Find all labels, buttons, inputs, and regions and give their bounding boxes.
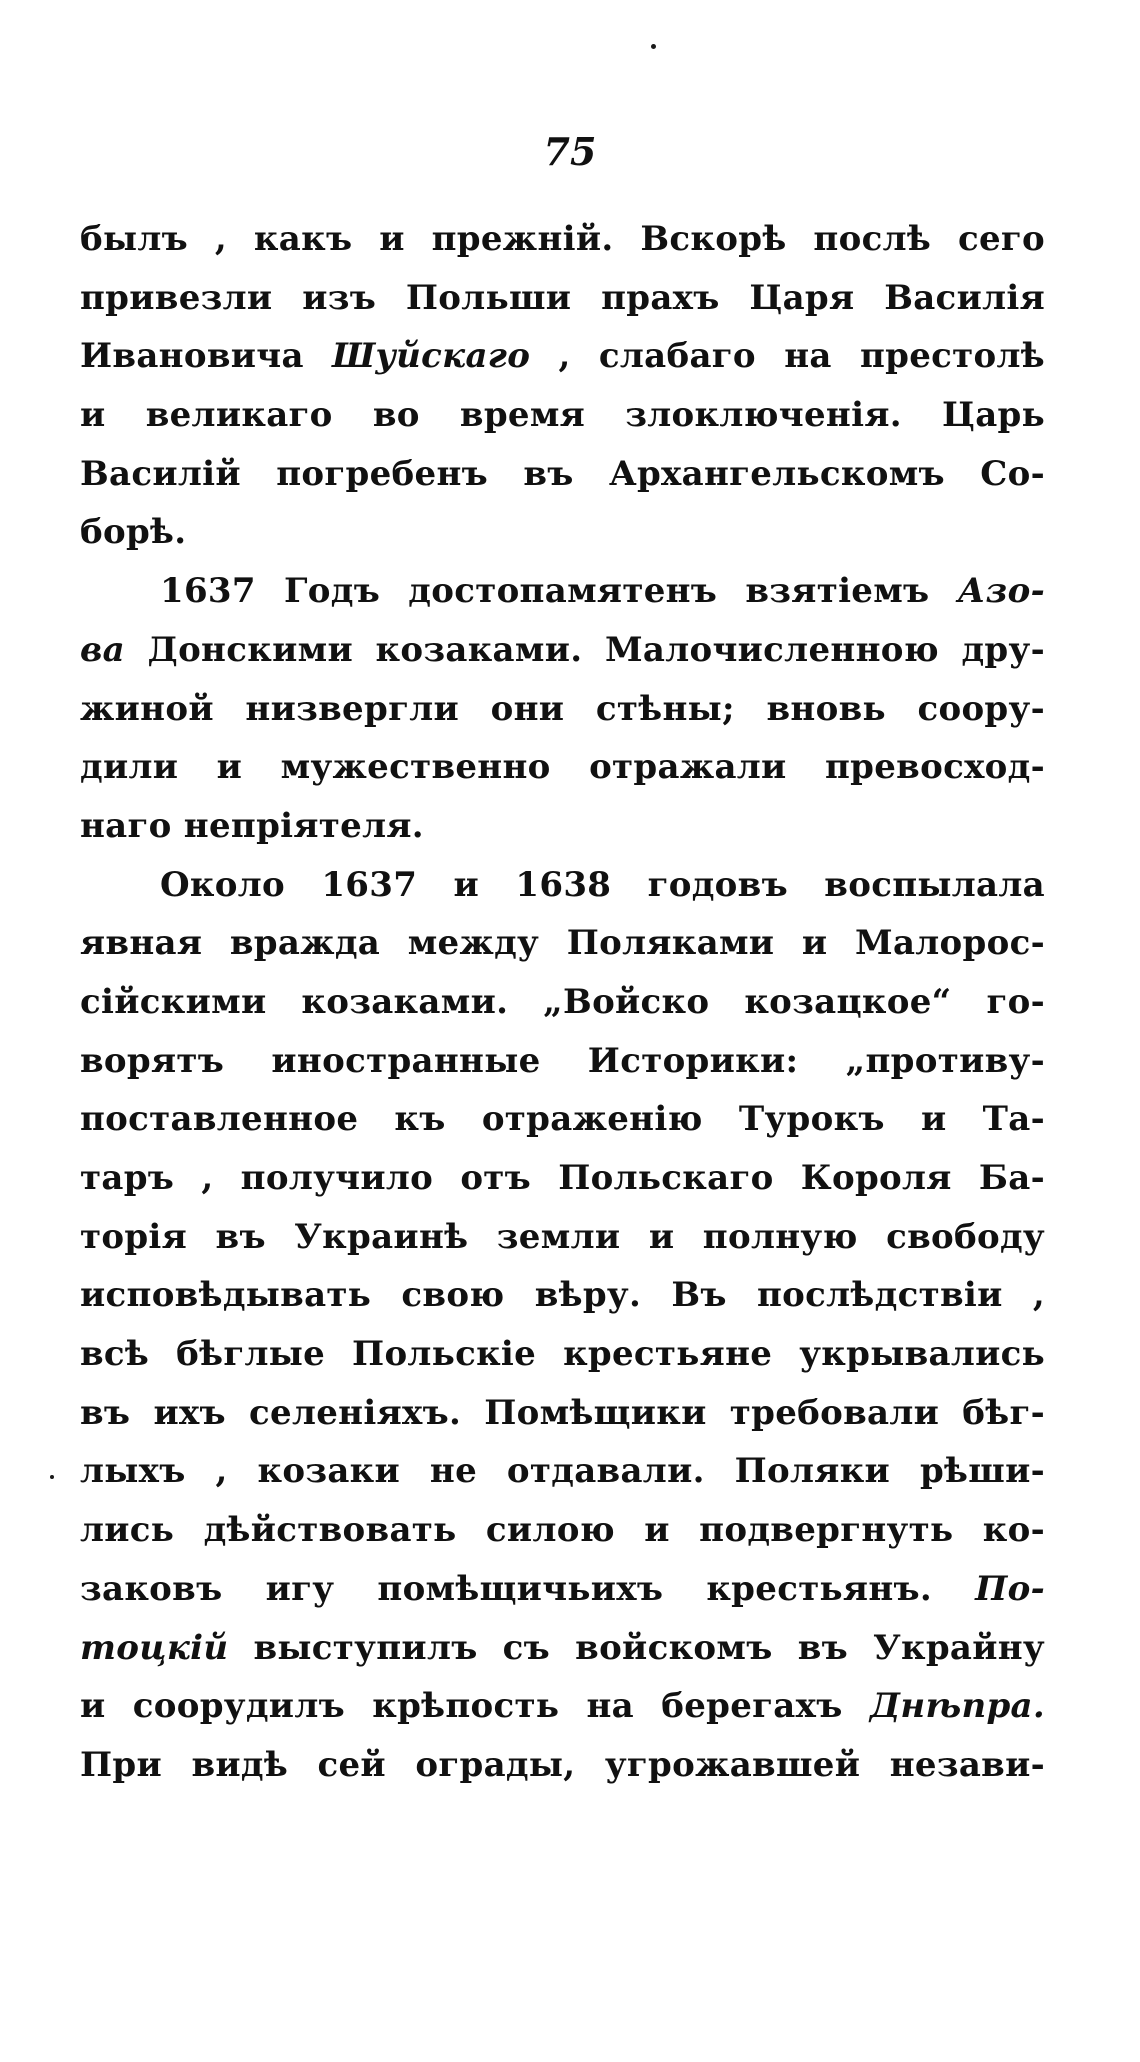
- text-segment: торія въ Украинѣ земли и полную свободу: [80, 1216, 1045, 1257]
- italic-text: Азо-: [957, 571, 1045, 612]
- text-line: [80, 1560, 1045, 1619]
- text-segment: , слабаго на престолѣ: [530, 336, 1045, 377]
- text-segment: лыхъ , козаки не отдавали. Поляки рѣши-: [80, 1451, 1045, 1492]
- text-line: [80, 1266, 1045, 1325]
- text-line: [80, 680, 1045, 739]
- text-line: [80, 1619, 1045, 1678]
- print-speck-margin: [50, 1475, 54, 1479]
- text-segment: При видѣ сей ограды, угрожавшей незави-: [80, 1744, 1045, 1785]
- text-segment: наго непріятеля.: [80, 805, 424, 846]
- text-segment: Около 1637 и 1638 годовъ воспылала: [160, 864, 1045, 905]
- text-line: [80, 973, 1045, 1032]
- text-line: [80, 797, 1045, 856]
- italic-text: тоцкій: [80, 1627, 229, 1668]
- text-segment: жиной низвергли они стѣны; вновь соору-: [80, 688, 1045, 729]
- text-segment: выступилъ съ войскомъ въ Украйну: [228, 1627, 1045, 1668]
- italic-text: ва: [80, 629, 125, 670]
- text-segment: исповѣдывать свою вѣру. Въ послѣдствіи ,: [80, 1275, 1045, 1316]
- text-line: [80, 1677, 1045, 1736]
- text-segment: явная вражда между Поляками и Малорос-: [80, 923, 1045, 964]
- text-segment: поставленное къ отраженію Турокъ и Та-: [80, 1099, 1045, 1140]
- text-line: [80, 1032, 1045, 1091]
- text-line: [80, 1384, 1045, 1443]
- text-line: [80, 269, 1045, 328]
- text-segment: всѣ бѣглые Польскіе крестьяне укрывались: [80, 1334, 1045, 1375]
- text-line: [80, 1149, 1045, 1208]
- italic-text: Шуйскаго: [332, 336, 531, 377]
- text-line: [80, 1442, 1045, 1501]
- text-segment: Донскими козаками. Малочисленною дру-: [124, 629, 1045, 670]
- text-line: [80, 738, 1045, 797]
- text-line: [80, 1090, 1045, 1149]
- text-segment: былъ , какъ и прежній. Вскорѣ послѣ сего: [80, 219, 1045, 259]
- text-segment: заковъ игу помѣщичьихъ крестьянъ.: [80, 1568, 976, 1609]
- text-segment: ворятъ иностранные Историки: „противу-: [80, 1040, 1045, 1081]
- text-line: [80, 386, 1045, 445]
- text-line: [80, 1325, 1045, 1384]
- text-line: [80, 210, 1045, 269]
- text-line: [80, 1736, 1045, 1795]
- text-segment: дили и мужественно отражали превосход-: [80, 747, 1045, 788]
- text-line: [80, 621, 1045, 680]
- text-segment: и соорудилъ крѣпость на берегахъ: [80, 1686, 870, 1727]
- text-segment: привезли изъ Польши прахъ Царя Василія: [80, 277, 1045, 318]
- text-segment: и великаго во время злоключенія. Царь: [80, 395, 1045, 436]
- text-segment: борѣ.: [80, 512, 187, 553]
- text-segment: въ ихъ селеніяхъ. Помѣщики требовали бѣг-: [80, 1392, 1045, 1433]
- body-text: [80, 210, 1045, 1795]
- text-line: [80, 914, 1045, 973]
- text-segment: Ивановича: [80, 336, 333, 377]
- text-line: [80, 1208, 1045, 1267]
- text-line: [80, 1501, 1045, 1560]
- page-number: 75: [543, 129, 597, 174]
- text-segment: таръ , получило отъ Польскаго Короля Ба-: [80, 1158, 1045, 1198]
- italic-text: По-: [975, 1568, 1045, 1609]
- text-line: [80, 856, 1045, 915]
- italic-text: Днѣпра.: [869, 1686, 1045, 1727]
- text-line: [80, 503, 1045, 562]
- text-segment: лись дѣйствовать силою и подвергнуть ко-: [80, 1510, 1045, 1551]
- text-segment: 1637 Годъ достопамятенъ взятіемъ: [160, 571, 958, 612]
- print-speck-top: [651, 44, 656, 49]
- text-line: [80, 562, 1045, 621]
- text-segment: сійскими козаками. „Войско козацкое“ го-: [80, 981, 1045, 1022]
- text-line: [80, 445, 1045, 504]
- text-line: [80, 327, 1045, 386]
- text-segment: Василій погребенъ въ Архангельскомъ Со-: [80, 453, 1045, 494]
